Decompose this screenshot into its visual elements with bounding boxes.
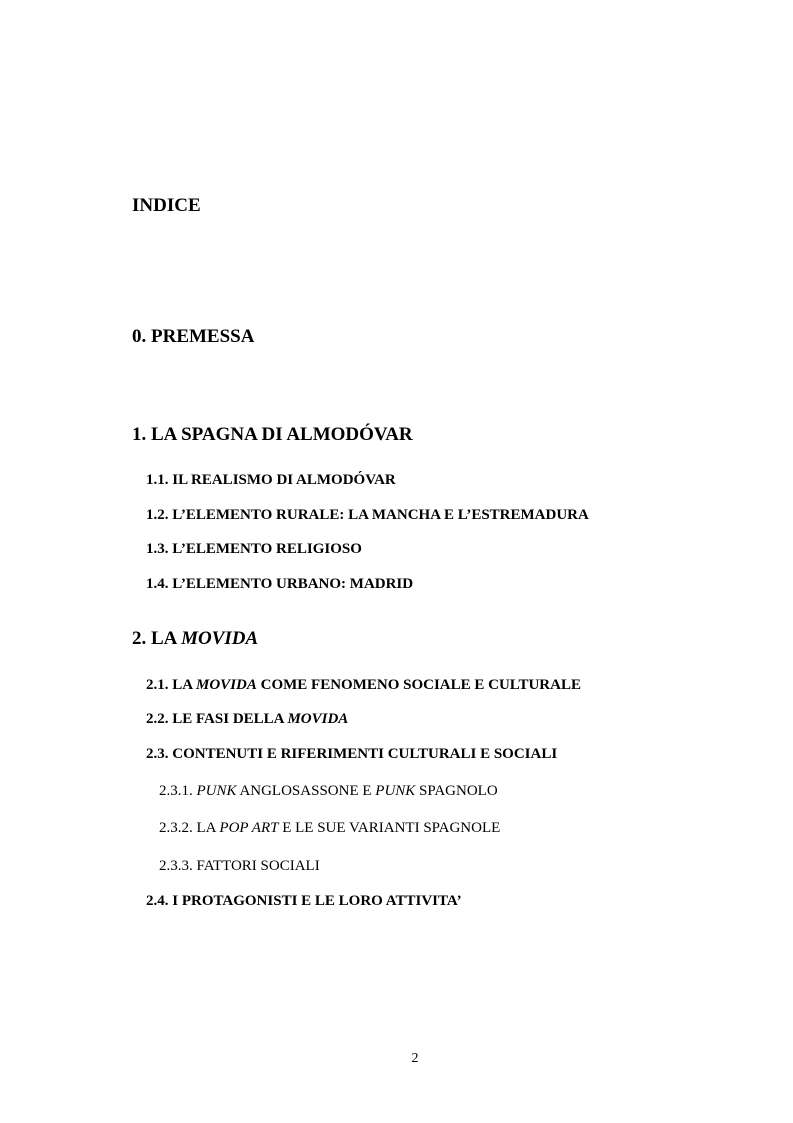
toc-section-2-1-suffix: COME FENOMENO SOCIALE E CULTURALE	[256, 677, 581, 693]
document-title: INDICE	[132, 195, 201, 216]
toc-subsection-2-3-1	[159, 783, 498, 800]
page-number: 2	[411, 1051, 419, 1066]
toc-subsection-2-3-2	[159, 820, 500, 837]
toc-section-1-3: 1.3. L’ELEMENTO RELIGIOSO	[146, 541, 362, 557]
toc-subsection-2-3-1-suffix: SPAGNOLO	[415, 783, 498, 799]
toc-section-2-2	[146, 711, 348, 728]
toc-section-1-1: 1.1. IL REALISMO DI ALMODÓVAR	[146, 472, 396, 488]
toc-section-2-1-italic: MOVIDA	[196, 677, 257, 693]
toc-subsection-2-3-2-prefix: 2.3.2. LA	[159, 820, 220, 836]
toc-subsection-2-3-1-middle: ANGLOSASSONE E	[236, 783, 376, 799]
toc-subsection-2-3-1-italic-1: PUNK	[196, 783, 237, 799]
toc-section-2-2-prefix: 2.2. LE FASI DELLA	[146, 711, 288, 727]
toc-chapter-0: 0. PREMESSA	[132, 326, 255, 347]
toc-section-2-1-prefix: 2.1. LA	[146, 677, 197, 693]
toc-subsection-2-3-1-prefix: 2.3.1.	[159, 783, 197, 799]
toc-subsection-2-3-3: 2.3.3. FATTORI SOCIALI	[159, 858, 320, 874]
toc-section-1-4: 1.4. L’ELEMENTO URBANO: MADRID	[146, 576, 414, 592]
toc-chapter-2	[132, 628, 258, 650]
toc-section-2-1	[146, 677, 581, 694]
toc-subsection-2-3-2-suffix: E LE SUE VARIANTI SPAGNOLE	[278, 820, 501, 836]
toc-chapter-2-italic: MOVIDA	[181, 628, 259, 649]
toc-section-2-2-italic: MOVIDA	[287, 711, 349, 727]
toc-section-2-3: 2.3. CONTENUTI E RIFERIMENTI CULTURALI E SOCIALI	[146, 746, 558, 762]
toc-section-1-2: 1.2. L’ELEMENTO RURALE: LA MANCHA E L’ESTREMADURA	[146, 507, 589, 523]
toc-chapter-1: 1. LA SPAGNA DI ALMODÓVAR	[132, 424, 413, 445]
toc-subsection-2-3-2-italic: POP ART	[219, 820, 279, 836]
toc-section-2-4: 2.4. I PROTAGONISTI E LE LORO ATTIVITA’	[146, 893, 462, 909]
toc-chapter-2-prefix: 2. LA	[132, 628, 182, 649]
toc-subsection-2-3-1-italic-2: PUNK	[375, 783, 416, 799]
